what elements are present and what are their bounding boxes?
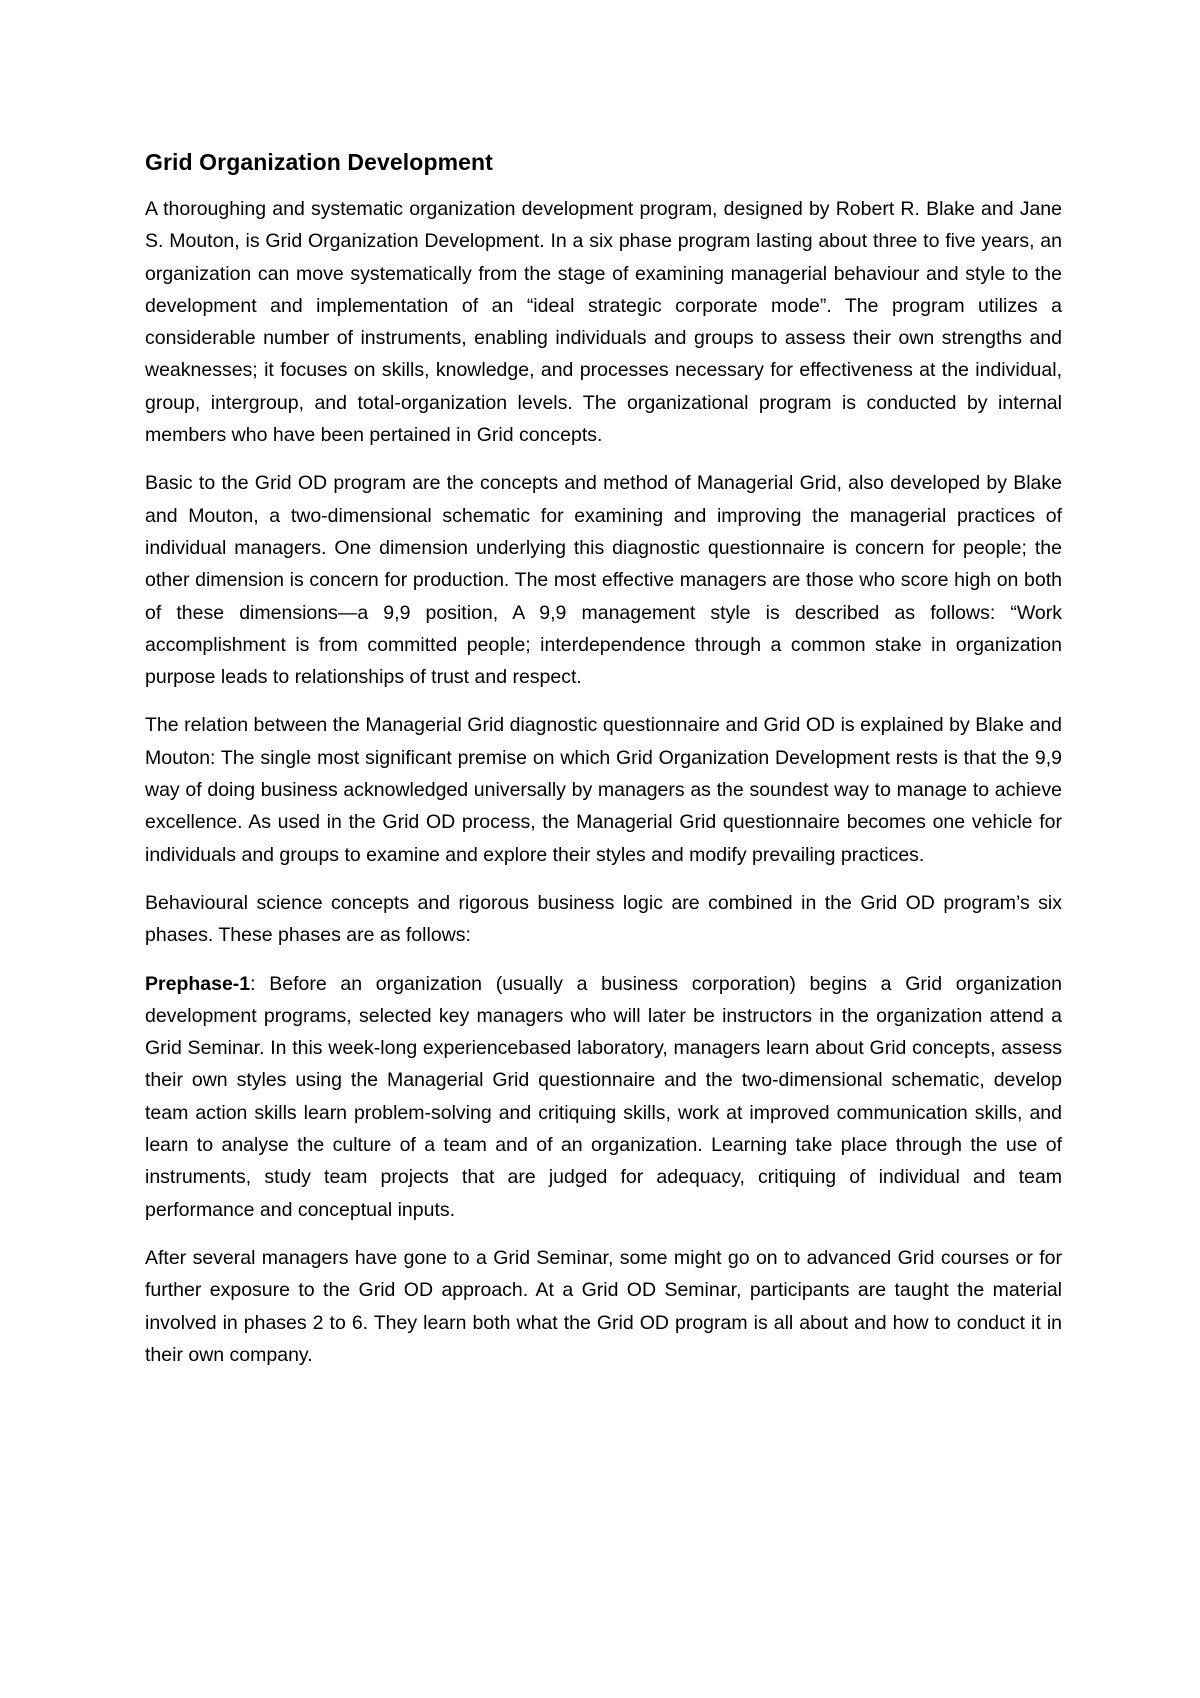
prephase-label: Prephase-1 [145, 972, 251, 995]
paragraph-phases-intro: Behavioural science concepts and rigorous business logic are combined in the Grid OD program’s six phases. These phases are as follows: [145, 891, 1062, 947]
paragraph-relation: The relation between the Managerial Grid diagnostic questionnaire and Grid OD is explained by Blake and Mouton: The single most significant premise on which Grid Organization Development rests is that the 9,9 way of doing business acknowledged universally by managers as the soundest way to manage to achieve excellence. As used in the Grid OD process, the Managerial Grid questionnaire becomes one vehicle for individuals and groups to examine and explore their styles and modify prevailing practices. [145, 714, 1062, 866]
paragraph-intro: A thoroughing and systematic organization development program, designed by Robert R. Blake and Jane S. Mouton, is Grid Organization Development. In a six phase program lasting about three to five years, an organization can move systematically from the stage of examining managerial behaviour and style to the development and implementation of an “ideal strategic corporate mode”. The program utilizes a considerable number of instruments, enabling individuals and groups to assess their own strengths and weaknesses; it focuses on skills, knowledge, and processes necessary for effectiveness at the individual, group, intergroup, and total-organization levels. The organizational program is conducted by internal members who have been pertained in Grid concepts. [145, 198, 1062, 447]
prephase-text: Before an organization (usually a business corporation) begins a Grid organization development programs, selected key managers who will later be instructors in the organization attend a Grid Seminar. In this week-long experiencebased laboratory, managers learn about Grid concepts, assess their own styles using the Managerial Grid questionnaire and the two-dimensional schematic, develop team action skills learn problem-solving and critiquing skills, work at improved communication skills, and learn to analyse the culture of a team and of an organization. Learning take place through the use of instruments, study team projects that are judged for adequacy, critiquing of individual and team performance and conceptual inputs. [145, 972, 1062, 1221]
paragraph-managerial-grid: Basic to the Grid OD program are the concepts and method of Managerial Grid, also developed by Blake and Mouton, a two-dimensional schematic for examining and improving the managerial practices of individual managers. One dimension underlying this diagnostic questionnaire is concern for people; the other dimension is concern for production. The most effective managers are those who score high on both of these dimensions—a 9,9 position, A 9,9 management style is described as follows: “Work accomplishment is from committed people; interdependence through a common stake in organization purpose leads to relationships of trust and respect. [145, 472, 1062, 689]
prephase-separator: : [250, 972, 256, 995]
paragraph-seminar: After several managers have gone to a Grid Seminar, some might go on to advanced Grid courses or for further exposure to the Grid OD approach. At a Grid OD Seminar, participants are taught the material involved in phases 2 to 6. They learn both what the Grid OD program is all about and how to conduct it in their own company. [145, 1246, 1062, 1366]
document-title: Grid Organization Development [145, 149, 493, 175]
document-page [145, 146, 1062, 1387]
paragraph-prephase [145, 968, 1062, 1226]
